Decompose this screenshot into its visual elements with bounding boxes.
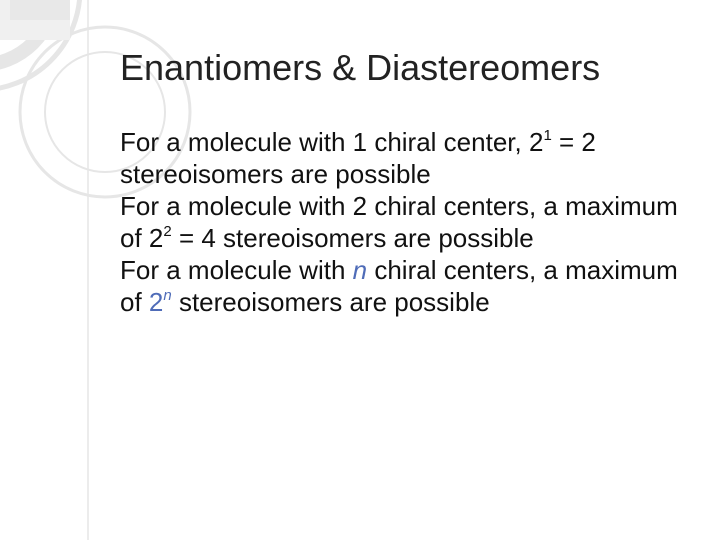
power-base: 2 bbox=[528, 127, 544, 157]
slide-title: Enantiomers & Diastereomers bbox=[120, 47, 601, 88]
bullet-item-3 bbox=[96, 254, 706, 318]
power-base: 2 bbox=[148, 287, 164, 317]
power-base: 2 bbox=[148, 223, 164, 253]
power-exponent: n bbox=[163, 287, 172, 304]
variable-n: n bbox=[352, 255, 368, 285]
bullet-text: = 2 stereoisomers are possible bbox=[120, 127, 596, 189]
bullet-list bbox=[96, 126, 706, 318]
power-exponent: 2 bbox=[163, 223, 172, 240]
bullet-text: For a molecule with 1 chiral center, bbox=[120, 127, 529, 157]
bullet-text: chiral centers, a maximum of bbox=[120, 255, 678, 317]
bullet-item-1 bbox=[96, 126, 706, 190]
bullet-item-2 bbox=[96, 190, 706, 254]
bullet-text: For a molecule with 2 chiral centers, a maximum of bbox=[120, 191, 678, 253]
decorative-vertical-bars bbox=[0, 0, 70, 40]
bullet-text: stereoisomers are possible bbox=[171, 287, 490, 317]
bullet-text: = 4 stereoisomers are possible bbox=[171, 223, 534, 253]
bullet-text: For a molecule with bbox=[120, 255, 353, 285]
power-exponent: 1 bbox=[543, 127, 552, 144]
